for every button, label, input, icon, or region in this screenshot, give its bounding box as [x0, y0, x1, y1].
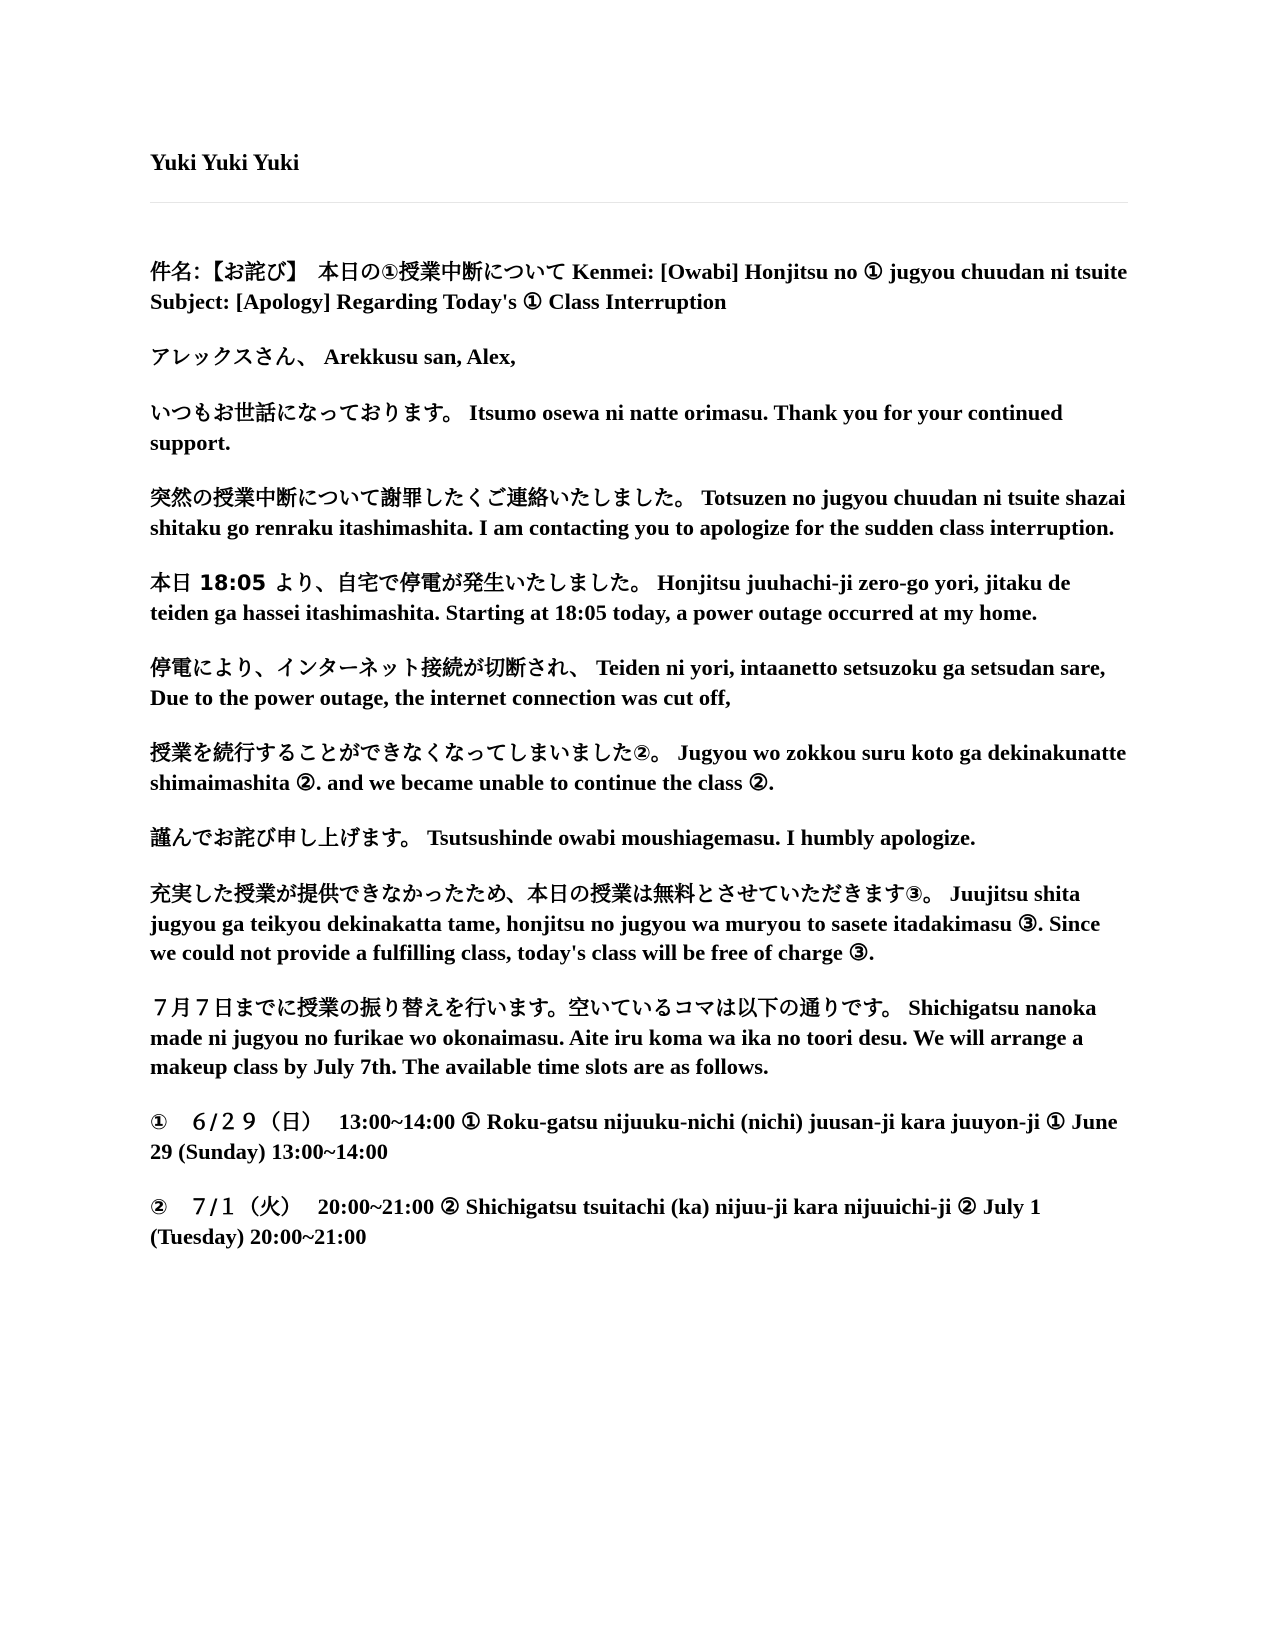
en-text: Tsutsushinde owabi moushiagemasu. I humbly apologize.	[426, 825, 976, 850]
jp-text: 突然の授業中断について謝罪したくご連絡いたしました。	[150, 486, 696, 510]
en-text: Jugyou wo zokkou suru koto ga dekinakunatte shimaimashita ②. and we became unable to continue the class ②.	[150, 740, 1127, 795]
jp-text: 件名：【お詫び】 本日の①授業中断について	[150, 260, 567, 284]
en-text: Shichigatsu nanoka made ni jugyou no furikae wo okonaimasu. Aite iru koma wa ika no toori desu. We will arrange a makeup class by July 7th. The available time slots are as follows.	[150, 995, 1097, 1079]
body-paragraph	[150, 823, 1128, 853]
en-text: Kenmei: [Owabi] Honjitsu no ① jugyou chuudan ni tsuite Subject: [Apology] Regarding Today's ① Class Interruption	[150, 259, 1128, 314]
document-page	[150, 148, 1128, 1277]
en-text: Juujitsu shita jugyou ga teikyou dekinakatta tame, honjitsu no jugyou wa muryou to sasete itadakimasu ③. Since we could not provide a fulfilling class, today's class will be free of charge ③.	[150, 881, 1101, 965]
jp-text: 充実した授業が提供できなかったため、本日の授業は無料とさせていただきます③。	[150, 882, 944, 906]
en-text: Itsumo osewa ni natte orimasu. Thank you for your continued support.	[150, 400, 1063, 455]
jp-text: ① ６/２９（日）	[150, 1110, 333, 1134]
en-text: 13:00~14:00 ① Roku-gatsu nijuuku-nichi (nichi) juusan-ji kara juuyon-ji ① June 29 (Sunday) 13:00~14:00	[150, 1109, 1118, 1164]
en-text: Arekkusu san, Alex,	[323, 344, 516, 369]
jp-text: ② ７/１（火）	[150, 1195, 312, 1219]
jp-text: 授業を続行することができなくなってしまいました②。	[150, 741, 672, 765]
greeting-paragraph	[150, 342, 1128, 372]
header-divider	[150, 202, 1128, 203]
en-text: 20:00~21:00 ② Shichigatsu tsuitachi (ka) nijuu-ji kara nijuuichi-ji ② July 1 (Tuesday) 20:00~21:00	[150, 1194, 1041, 1249]
body-paragraph	[150, 568, 1128, 627]
en-text: Teiden ni yori, intaanetto setsuzoku ga setsudan sare, Due to the power outage, the internet connection was cut off,	[150, 655, 1106, 710]
body-paragraph	[150, 483, 1128, 542]
en-text: Totsuzen no jugyou chuudan ni tsuite shazai shitaku go renraku itashimashita. I am contacting you to apologize for the sudden class interruption.	[150, 485, 1126, 540]
jp-text: いつもお世話になっております。	[150, 401, 464, 425]
time-slot-paragraph	[150, 1107, 1128, 1166]
jp-text: アレックスさん、	[150, 345, 318, 369]
jp-text: ７月７日までに授業の振り替えを行います。空いているコマは以下の通りです。	[150, 996, 903, 1020]
author-name: Yuki Yuki Yuki	[150, 150, 300, 175]
jp-text: 本日 18:05 より、自宅で停電が発生いたしました。	[150, 571, 652, 595]
en-text: Honjitsu juuhachi-ji zero-go yori, jitaku de teiden ga hassei itashimashita. Starting at 18:05 today, a power outage occurred at my home.	[150, 570, 1071, 625]
time-slot-paragraph	[150, 1192, 1128, 1251]
body-paragraph	[150, 993, 1128, 1081]
jp-text: 謹んでお詫び申し上げます。	[150, 826, 422, 850]
body-paragraph	[150, 398, 1128, 457]
body-paragraph	[150, 738, 1128, 797]
body-paragraph	[150, 879, 1128, 967]
body-paragraph	[150, 653, 1128, 712]
subject-paragraph	[150, 257, 1128, 316]
jp-text: 停電により、インターネット接続が切断され、	[150, 656, 591, 680]
